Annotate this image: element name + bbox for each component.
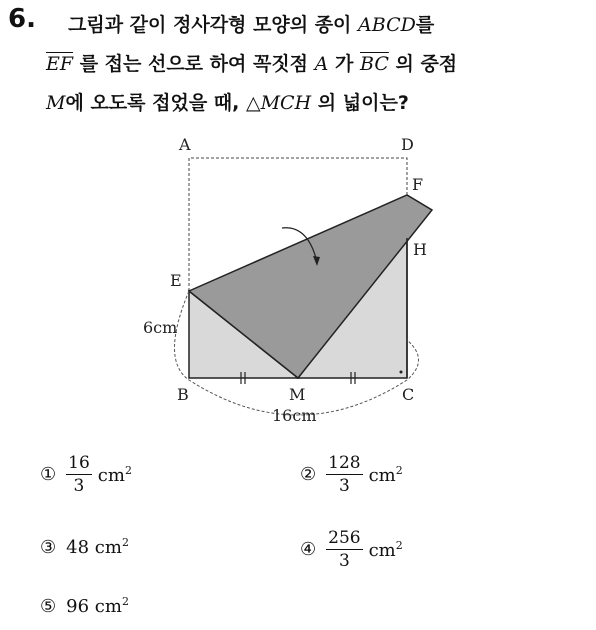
math-bc-segment: $\overline{BC}$ [360, 53, 389, 75]
unit: $cm^2$ [368, 538, 403, 561]
numerator: 256 [328, 528, 361, 548]
choice-mark: ① [40, 464, 57, 485]
measure-eb: 6cm [143, 318, 178, 337]
value: 96 [66, 595, 90, 617]
choice-mark: ② [300, 464, 317, 485]
math-triangle-mch: △MCH [245, 92, 312, 114]
fraction [66, 452, 92, 497]
question-number: 6. [8, 4, 36, 34]
label-c: C [402, 385, 415, 404]
denominator: 3 [338, 476, 350, 496]
fraction [326, 452, 362, 497]
right-angle-mark [400, 371, 403, 374]
unit: $cm^2$ [97, 463, 132, 486]
choice-2[interactable] [300, 452, 403, 497]
label-f: F [412, 175, 424, 194]
question-text: 를 [415, 14, 435, 36]
label-b: B [177, 385, 189, 404]
math-abcd: ABCD [358, 14, 416, 36]
choice-4[interactable] [300, 527, 403, 572]
choice-mark: ③ [40, 536, 57, 558]
label-h: H [413, 240, 427, 259]
label-m: M [289, 385, 306, 404]
numerator: 16 [68, 453, 90, 473]
label-a: A [179, 135, 191, 154]
value: 48 [66, 536, 90, 558]
choice-5[interactable] [40, 595, 129, 617]
unit: $cm^2$ [94, 536, 129, 558]
fraction [326, 527, 362, 572]
unit: $cm^2$ [368, 463, 403, 486]
question-text: 그림과 같이 정사각형 모양의 종이 [68, 14, 359, 36]
unit: $cm^2$ [94, 595, 129, 617]
math-m: M [46, 92, 66, 114]
denominator: 3 [73, 476, 85, 496]
numerator: 128 [328, 453, 361, 473]
math-a: A [314, 53, 329, 75]
choice-mark: ④ [300, 539, 317, 560]
question-text: 를 접는 선으로 하여 꼭짓점 [79, 53, 315, 75]
choice-mark: ⑤ [40, 595, 57, 617]
question-text: 가 [335, 53, 360, 75]
question-text: 의 중점 [395, 53, 458, 75]
choice-1[interactable] [40, 452, 132, 497]
math-ef-segment: $\overline{EF}$ [46, 53, 74, 75]
question-text: 에 오도록 접었을 때, [65, 92, 246, 114]
question-text: 의 넓이는? [317, 92, 409, 114]
label-d: D [401, 135, 414, 154]
denominator: 3 [338, 551, 350, 571]
choice-3[interactable] [40, 536, 129, 558]
measure-bc: 16cm [272, 406, 317, 425]
label-e: E [170, 271, 182, 290]
